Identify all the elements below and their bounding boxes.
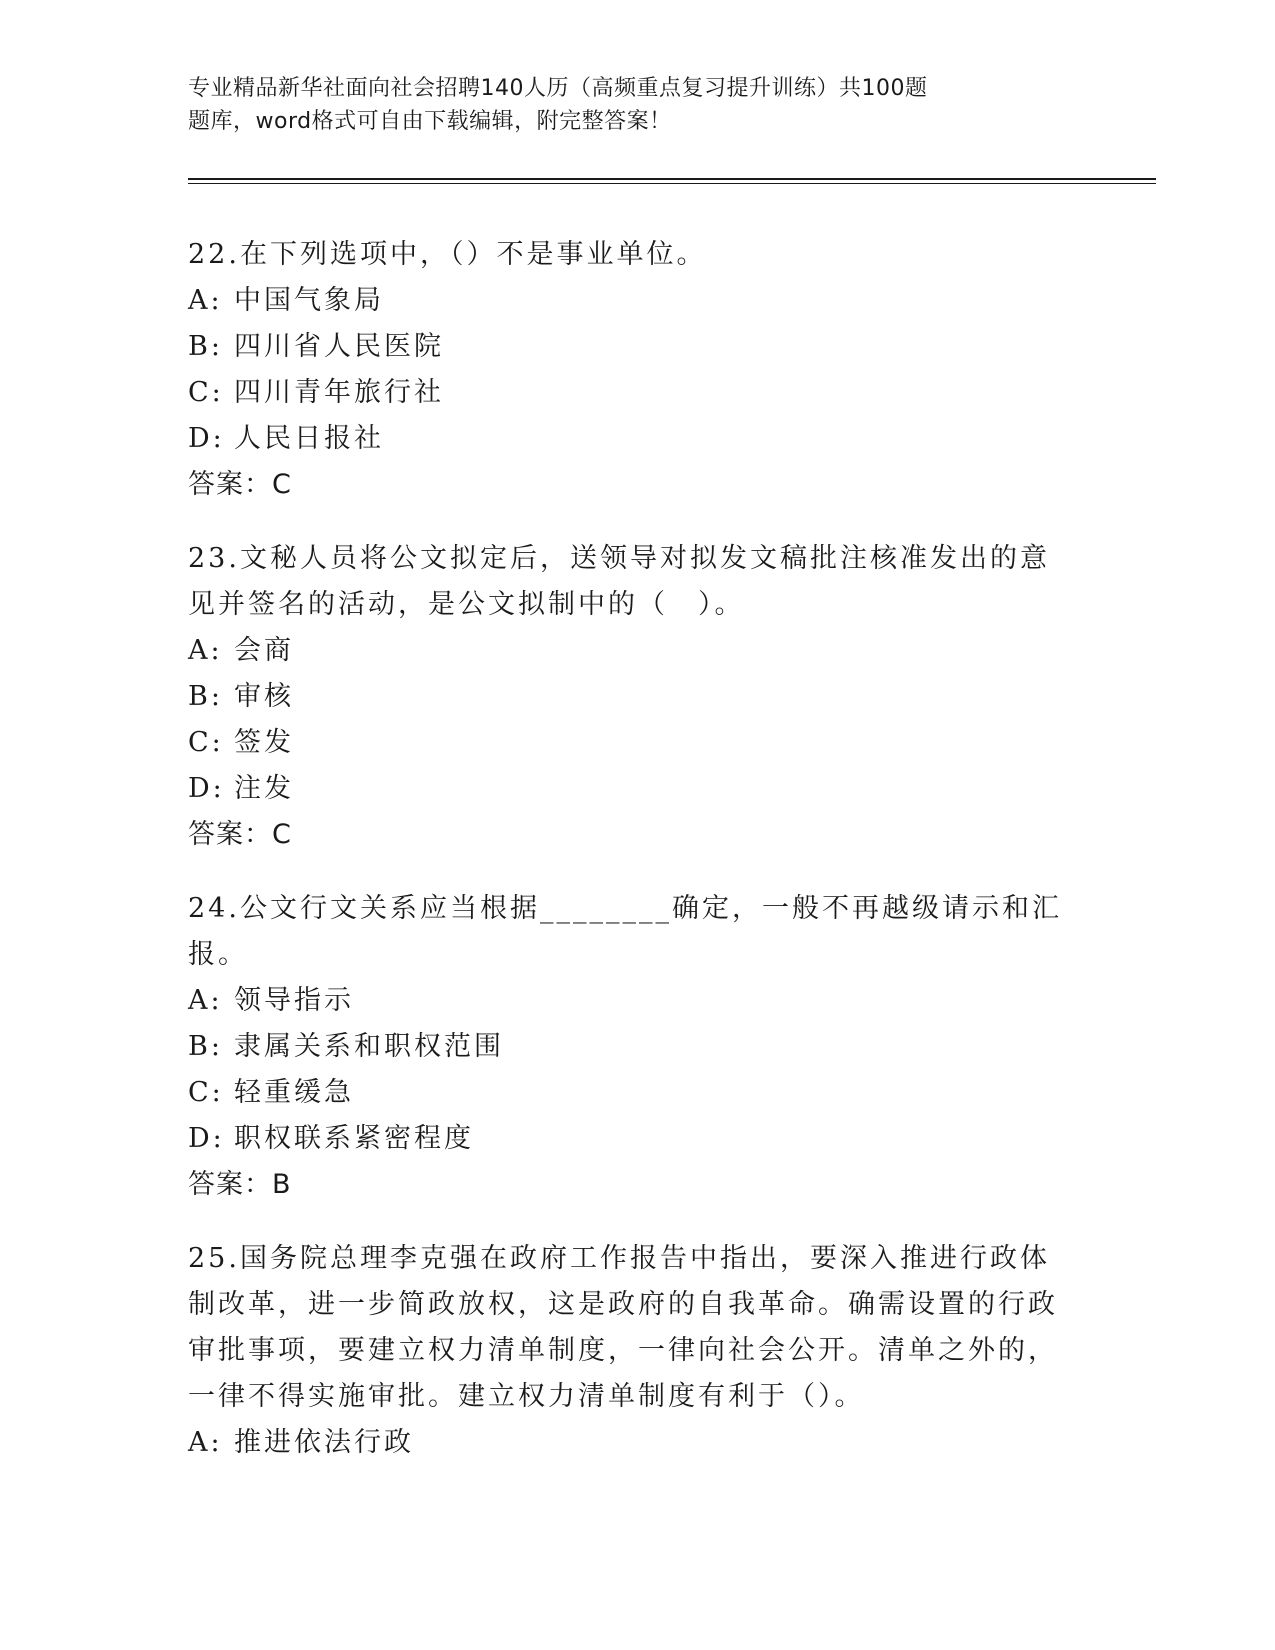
option-text: 职权联系紧密程度 — [234, 1123, 474, 1154]
option-b — [188, 674, 1088, 720]
option-text: 人民日报社 — [234, 423, 384, 454]
option-text: 签发 — [234, 727, 294, 758]
question-stem: 25.国务院总理李克强在政府工作报告中指出，要深入推进行政体制改革，进一步简政放权，这是政府的自我革命。确需设置的行政审批事项，要建立权力清单制度，一律向社会公开。清单之外的，一律不得实施审批。建立权力清单制度有利于（）。 — [188, 1243, 1058, 1412]
answer: 答案：B — [188, 1169, 292, 1200]
option-key: D: — [188, 1123, 225, 1154]
option-b — [188, 1024, 1088, 1070]
question-22 — [188, 232, 1088, 508]
question-23 — [188, 536, 1088, 858]
option-key: C: — [188, 727, 224, 758]
option-text: 会商 — [234, 635, 294, 666]
option-key: D: — [188, 773, 225, 804]
option-d — [188, 1116, 1088, 1162]
option-text: 四川省人民医院 — [234, 331, 444, 362]
option-key: A: — [188, 635, 223, 666]
option-text: 注发 — [234, 773, 294, 804]
option-key: B: — [188, 1031, 223, 1062]
question-stem: 23.文秘人员将公文拟定后，送领导对拟发文稿批注核准发出的意见并签名的活动，是公文拟制中的（ ）。 — [188, 543, 1050, 620]
header-divider — [188, 178, 1156, 184]
option-d — [188, 766, 1088, 812]
option-text: 领导指示 — [234, 985, 354, 1016]
option-key: B: — [188, 681, 223, 712]
answer: 答案：C — [188, 819, 292, 850]
question-stem: 24.公文行文关系应当根据________确定，一般不再越级请示和汇报。 — [188, 893, 1062, 970]
option-key: A: — [188, 285, 223, 316]
question-list — [188, 232, 1088, 1494]
option-d — [188, 416, 1088, 462]
option-key: D: — [188, 423, 225, 454]
option-a — [188, 628, 1088, 674]
question-stem: 22.在下列选项中，（）不是事业单位。 — [188, 239, 707, 270]
option-text: 四川青年旅行社 — [234, 377, 444, 408]
document-header — [188, 72, 1048, 138]
answer: 答案：C — [188, 469, 292, 500]
question-24 — [188, 886, 1088, 1208]
option-a — [188, 278, 1088, 324]
option-text: 中国气象局 — [234, 285, 384, 316]
question-25 — [188, 1236, 1088, 1466]
header-title-line2: 题库，word格式可自由下载编辑，附完整答案！ — [188, 109, 672, 134]
option-a — [188, 1420, 1088, 1466]
option-c — [188, 720, 1088, 766]
option-c — [188, 370, 1088, 416]
option-a — [188, 978, 1088, 1024]
option-key: A: — [188, 1427, 223, 1458]
option-key: B: — [188, 331, 223, 362]
option-text: 轻重缓急 — [234, 1077, 354, 1108]
option-c — [188, 1070, 1088, 1116]
header-title-line1: 专业精品新华社面向社会招聘140人历（高频重点复习提升训练）共100题 — [188, 76, 928, 101]
option-key: C: — [188, 1077, 224, 1108]
option-key: A: — [188, 985, 223, 1016]
option-text: 审核 — [234, 681, 294, 712]
option-key: C: — [188, 377, 224, 408]
option-text: 推进依法行政 — [234, 1427, 414, 1458]
option-text: 隶属关系和职权范围 — [234, 1031, 504, 1062]
option-b — [188, 324, 1088, 370]
